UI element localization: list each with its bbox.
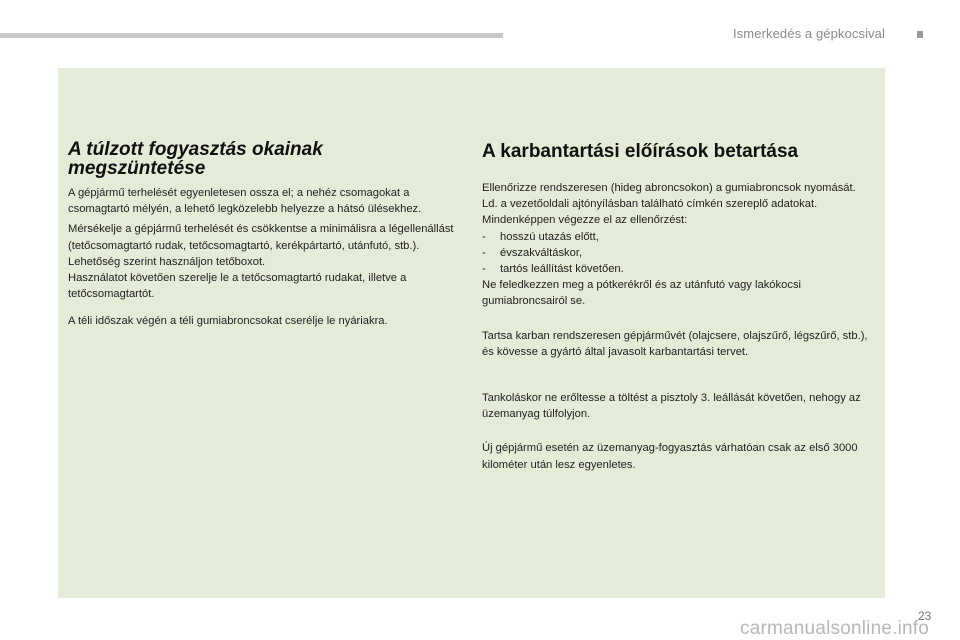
list-item bbox=[482, 229, 872, 245]
left-title-line1: A túlzott fogyasztás okainak bbox=[68, 139, 323, 160]
chapter-title: Ismerkedés a gépkocsival bbox=[733, 26, 885, 41]
right-section bbox=[482, 140, 872, 473]
watermark: carmanualsonline.info bbox=[740, 618, 930, 639]
list-item-text: tartós leállítást követően. bbox=[500, 263, 624, 276]
list-item-text: hosszú utazás előtt, bbox=[500, 230, 599, 243]
left-paragraph: Mérsékelje a gépjármű terhelését és csökkentse a minimálisra a légellenállást (tetőcsomagtartó rudak, tetőcsomagtartó, kerékpártartó, utánfutó, stb.). Lehetőség szerint használjon tetőboxot. bbox=[68, 223, 454, 268]
left-section-body bbox=[68, 185, 468, 330]
left-section bbox=[68, 140, 468, 334]
right-section-title: A karbantartási előírások betartása bbox=[482, 141, 799, 162]
left-paragraph: A téli időszak végén a téli gumiabroncsokat cserélje le nyáriakra. bbox=[68, 315, 388, 328]
check-list-intro: Mindenképpen végezze el az ellenőrzést: bbox=[482, 214, 688, 227]
list-item-text: évszakváltáskor, bbox=[500, 246, 583, 259]
spare-wheel-paragraph: Ne feledkezzen meg a pótkerékről és az utánfutó vagy lakókocsi gumiabroncsairól se. bbox=[482, 279, 802, 308]
chapter-marker bbox=[917, 31, 923, 38]
check-list bbox=[482, 229, 872, 278]
left-title-line2: megszüntetése bbox=[68, 158, 206, 179]
list-dash: - bbox=[482, 246, 486, 259]
header-rule bbox=[0, 33, 503, 38]
list-item bbox=[482, 261, 872, 277]
list-dash: - bbox=[482, 263, 486, 276]
list-dash: - bbox=[482, 230, 486, 243]
left-section-title bbox=[68, 140, 468, 178]
right-section-body bbox=[482, 180, 872, 473]
tyre-pressure-paragraph: Ellenőrizze rendszeresen (hideg abroncsokon) a gumiabroncsok nyomását. Ld. a vezetőoldali ajtónyílásban található címkén szereplő adatokat. bbox=[482, 182, 856, 211]
new-car-paragraph: Új gépjármű esetén az üzemanyag-fogyasztás várhatóan csak az első 3000 kilométer után lesz egyenletes. bbox=[482, 442, 858, 471]
left-paragraph: Használatot követően szerelje le a tetőcsomagtartó rudakat, illetve a tetőcsomagtartót. bbox=[68, 272, 407, 301]
maintenance-paragraph: Tartsa karban rendszeresen gépjárművét (olajcsere, olajszűrő, légszűrő, stb.), és kövesse a gyártó által javasolt karbantartási tervet. bbox=[482, 329, 868, 358]
refuel-paragraph: Tankoláskor ne erőltesse a töltést a pisztoly 3. leállását követően, nehogy az üzemanyag túlfolyjon. bbox=[482, 392, 861, 421]
page-number: 23 bbox=[918, 609, 932, 623]
left-paragraph: A gépjármű terhelését egyenletesen ossza el; a nehéz csomagokat a csomagtartó mélyén, a lehető legközelebb helyezze a hátsó ülésekhez. bbox=[68, 187, 422, 216]
list-item bbox=[482, 245, 872, 261]
